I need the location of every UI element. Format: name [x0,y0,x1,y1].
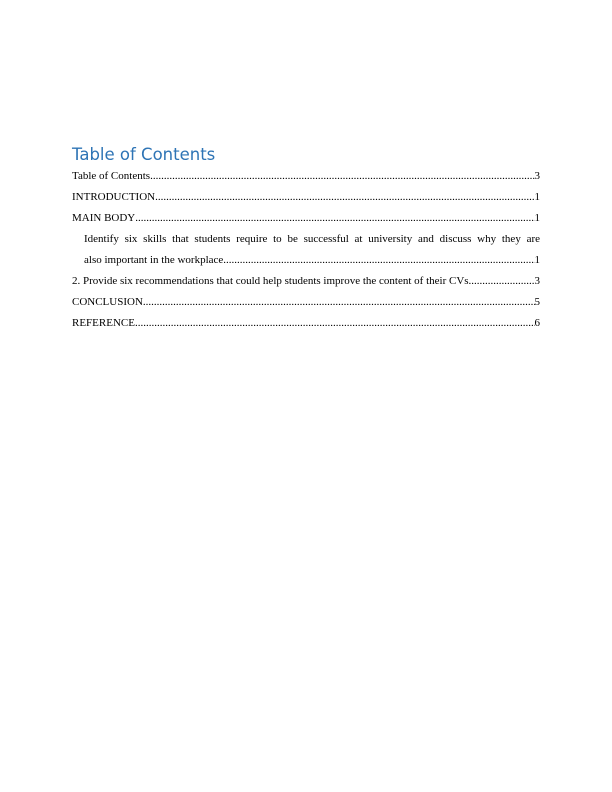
toc-entry-text: Table of Contents [72,170,151,182]
dot-leader [135,313,535,334]
toc-entry-main-body[interactable] [72,208,540,229]
toc-heading: Table of Contents [72,145,216,164]
toc-entry-page: 1 [534,254,540,266]
toc-entry-reference[interactable] [72,313,540,334]
toc-entry-page: 3 [534,170,540,182]
toc-entry-text: also important in the workplace [84,254,224,266]
dot-leader [223,250,534,271]
toc-entry-page: 1 [534,191,540,203]
toc-list [72,166,540,334]
toc-entry-page: 1 [534,212,540,224]
toc-entry-page: 3 [534,275,540,287]
toc-entry-text: MAIN BODY [72,212,136,224]
toc-entry-page: 6 [534,317,540,329]
dot-leader [150,166,534,187]
toc-entry-text: 2. Provide six recommendations that could help students improve the content of their CVs [72,275,469,287]
toc-entry-table-of-contents[interactable] [72,166,540,187]
dot-leader [155,187,534,208]
toc-entry-text-line1: Identify six skills that students require to be successful at university and discuss why they are [84,233,540,245]
toc-entry-page: 5 [534,296,540,308]
toc-entry-text: INTRODUCTION [72,191,156,203]
toc-entry-recommendations[interactable] [72,271,540,292]
dot-leader [469,271,535,292]
toc-entry-text: CONCLUSION [72,296,143,308]
toc-entry-identify-six-skills[interactable] [72,229,540,271]
dot-leader [135,208,534,229]
dot-leader [143,292,535,313]
toc-entry-introduction[interactable] [72,187,540,208]
toc-entry-conclusion[interactable] [72,292,540,313]
toc-entry-text: REFERENCE [72,317,135,329]
